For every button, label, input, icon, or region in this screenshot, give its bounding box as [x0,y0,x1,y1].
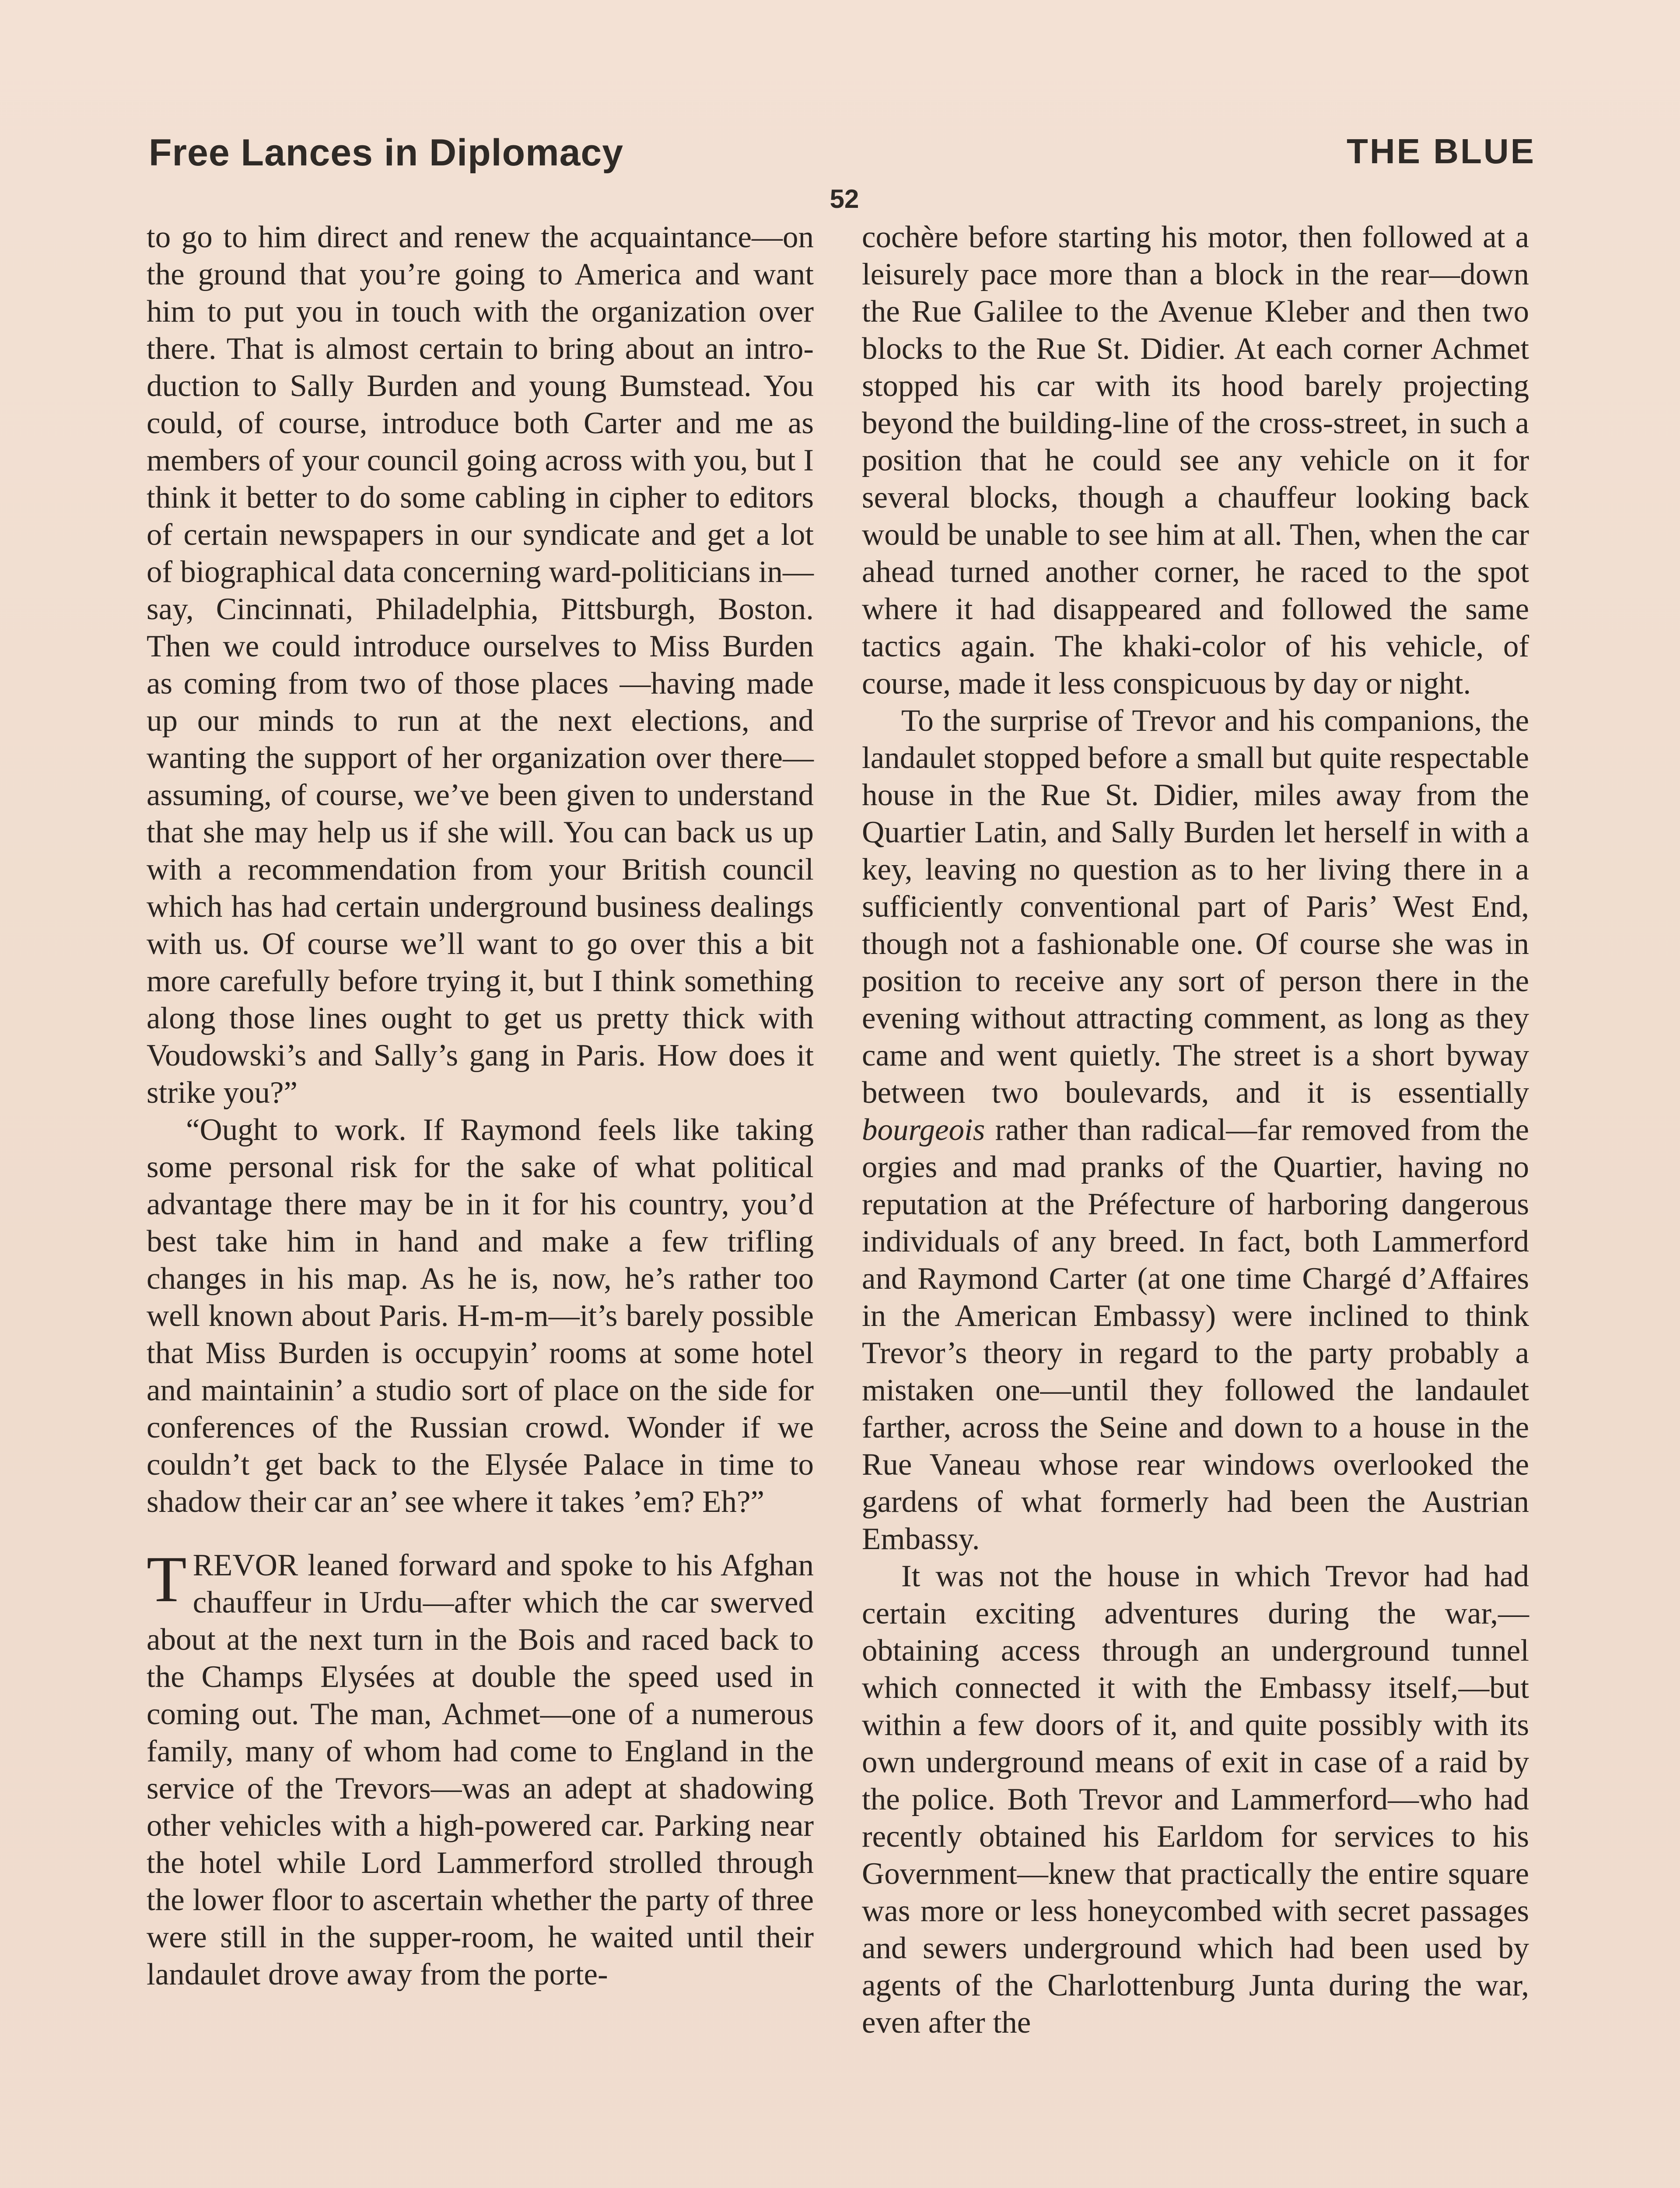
paragraph-text: To the surprise of Trevor and his companions, the landaulet stopped before a small but quite respectable house in the Rue St. Didier, miles away from the Quartier Latin, and Sally Burden let herself in with a key, leaving no question as to her living there in a sufficiently conventional part of Paris’ West End, though not a fashionable one. Of course she was in position to receive any sort of person there in the evening without attracting comment, as long as they came and went quietly. The street is a short byway between two boulevards, and it is essentially [862,704,1529,1110]
paragraph [862,702,1529,1558]
drop-cap: T [147,1543,187,1616]
paragraph: cochère before starting his motor, then followed at a leisurely pace more than a block in the rear—down the Rue Galilee to the Avenue Kleber and then two blocks to the Rue St. Didier. At each corner Achmet stopped his car with its hood barely projecting beyond the building-line of the cross-street, in such a position that he could see any vehicle on it for several blocks, though a chauffeur looking back would be unable to see him at all. Then, when the car ahead turned another corner, he raced to the spot where it had disappeared and followed the same tactics again. The khaki-color of his vehicle, of course, made it less conspicuous by day or night. [862,220,1529,701]
italic-word: bourgeois [862,1113,985,1147]
running-title: Free Lances in Diplomacy [149,132,624,174]
paragraph: “Ought to work. If Raymond feels like taking some personal risk for the sake of what political advantage there may be in it for his country, you’d best take him in hand and make a few trifling changes in his map. As he is, now, he’s rather too well known about Paris. H-m-m—it’s barely possible that Miss Burden is occupyin’ rooms at some hotel and maintainin’ a studio sort of place on the side for conferences of the Russian crowd. Wonder if we couldn’t get back to the Elysée Palace in time to shadow their car an’ see where it takes ’em? Eh?” [147,1113,814,1519]
paragraph: to go to him direct and renew the acquaintance—on the ground that you’re going to America and want him to put you in touch with the organization over there. That is almost certain to bring about an introduction to Sally Burden and young Bumstead. You could, of course, introduce both Carter and me as members of your council going across with you, but I think it better to do some cabling in cipher to editors of certain newspapers in our syndicate and get a lot of biographical data concerning ward-politicians in—say, Cincinnati, Philadelphia, Pittsburgh, Boston. Then we could introduce ourselves to Miss Burden as coming from two of those places —having made up our minds to run at the next elections, and wanting the support of her organization over there—assuming, of course, we’ve been given to understand that she may help us if she will. You can back us up with a recommendation from your British council which has had certain underground business dealings with us. Of course we’ll want to go over this a bit more carefully before trying it, but I think something along those lines ought to get us pretty thick with Voudowski’s and Sally’s gang in Paris. How does it strike you?” [147,220,814,1110]
page-number: 52 [830,184,859,214]
paragraph: It was not the house in which Trevor had had certain exciting adventures during the war,—obtaining access through an underground tunnel which connected it with the Embassy itself,—but within a few doors of it, and quite possibly with its own underground means of exit in case of a raid by the police. Both Trevor and Lammerford—who had recently obtained his Earldom for services to his Government—knew that practically the entire square was more or less honeycombed with secret passages and sewers underground which had been used by agents of the Charlottenburg Junta during the war, even after the [862,1559,1529,2040]
section-paragraph [147,1543,814,1993]
left-column [147,219,814,1993]
right-column [862,219,1529,2041]
magazine-name: THE BLUE [1347,132,1536,171]
paragraph-text: REVOR leaned forward and spoke to his Afghan chauffeur in Urdu—after which the car swerved about at the next turn in the Bois and raced back to the Champs Elysées at double the speed used in coming out. The man, Achmet—one of a numerous family, many of whom had come to England in the service of the Trevors—was an adept at shadowing other vehicles with a high-powered car. Parking near the hotel while Lord Lammerford strolled through the lower floor to ascertain whether the party of three were still in the supper-room, he waited until their landaulet drove away from the porte- [147,1548,814,1992]
paragraph-text: rather than radical—far removed from the orgies and mad pranks of the Quartier, having no reputation at the Préfecture of harboring dangerous individuals of any breed. In fact, both Lammerford and Raymond Carter (at one time Chargé d’Affaires in the American Embassy) were inclined to think Trevor’s theory in regard to the party probably a mistaken one—until they followed the landaulet farther, across the Seine and down to a house in the Rue Vaneau whose rear windows overlooked the gardens of what formerly had been the Austrian Embassy. [862,1113,1529,1556]
